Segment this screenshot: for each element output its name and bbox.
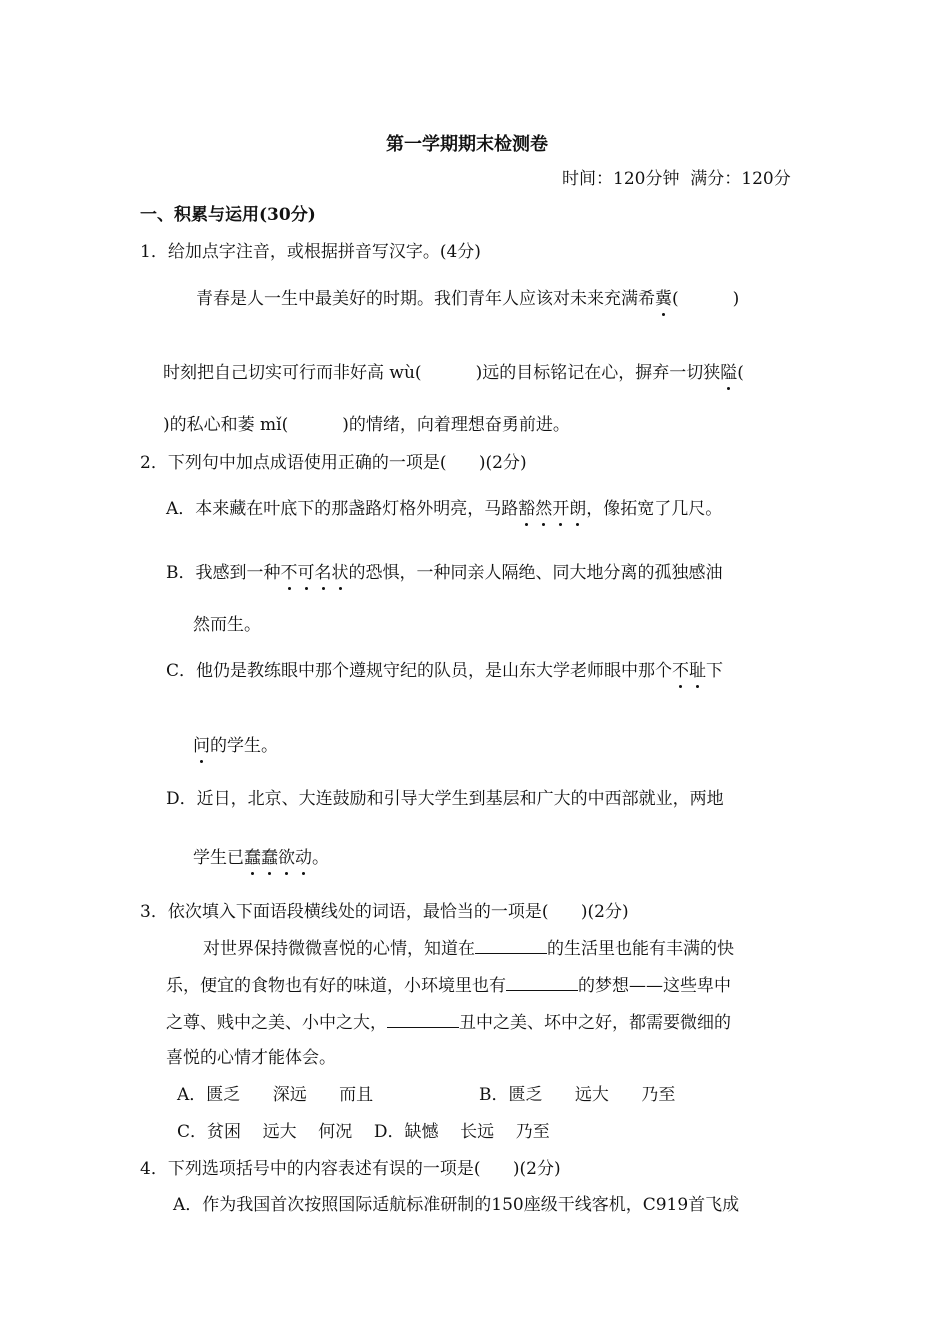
q1-stem: 1．给加点字注音，或根据拼音写汉字。(4分) xyxy=(140,242,481,262)
dotted-char: 不 xyxy=(672,661,690,681)
dotted-char: 耻 xyxy=(689,661,707,681)
dotted-char: 状 xyxy=(331,563,349,583)
q4-option-a: A．作为我国首次按照国际适航标准研制的150座级干线客机，C919首飞成 xyxy=(173,1195,740,1215)
dotted-char: 问 xyxy=(193,736,210,756)
passage-text: 的生活里也能有丰满的快 xyxy=(547,939,734,959)
dotted-char: 蠢 xyxy=(261,848,278,868)
passage-text: 的梦想——这些卑中 xyxy=(578,976,731,996)
q2-option-b-cont: 然而生。 xyxy=(193,615,261,635)
option-text: 的恐惧，一种同亲人隔绝、同大地分离的孤独感油 xyxy=(348,563,723,583)
option-text: B．我感到一种 xyxy=(166,563,281,583)
option-text: 。 xyxy=(312,848,329,868)
q3-options-c-d: C．贫困 远大 何况 D．缺憾 长远 乃至 xyxy=(177,1122,550,1142)
q1-passage-line3: )的私心和萎 mǐ( )的情绪，向着理想奋勇前进。 xyxy=(163,415,570,435)
q3-passage-line2 xyxy=(166,973,731,998)
q1-blank: ( ) xyxy=(672,289,740,309)
option-text: A．本来藏在叶底下的那盏路灯格外明亮，马路 xyxy=(166,499,519,519)
dotted-char: 蠢 xyxy=(244,848,261,868)
dotted-char: 名 xyxy=(314,563,332,583)
q2-option-b xyxy=(166,561,723,585)
dotted-char: 隘 xyxy=(720,363,738,383)
q2-option-c xyxy=(166,659,723,683)
dotted-char: 冀 xyxy=(655,289,672,309)
q3-passage-line1 xyxy=(203,936,734,961)
fill-blank xyxy=(506,973,578,991)
q2-option-c-cont xyxy=(193,734,278,758)
page-title: 第一学期期末检测卷 xyxy=(386,134,548,155)
q2-stem: 2．下列句中加点成语使用正确的一项是( )(2分) xyxy=(140,453,527,473)
option-text: C．他仍是教练眼中那个遵规守纪的队员，是山东大学老师眼中那个 xyxy=(166,661,673,681)
q1-blank: ( xyxy=(737,363,744,383)
q2-option-d-cont xyxy=(193,846,329,870)
dotted-char: 朗 xyxy=(569,499,587,519)
fill-blank xyxy=(387,1010,459,1028)
dotted-char: 可 xyxy=(297,563,315,583)
option-text: 的学生。 xyxy=(210,736,278,756)
passage-text: 乐，便宜的食物也有好的味道，小环境里也有 xyxy=(166,976,506,996)
passage-text: 丑中之美、坏中之好，都需要微细的 xyxy=(459,1013,731,1033)
q3-passage-line4: 喜悦的心情才能体会。 xyxy=(166,1048,336,1068)
q3-option-a: A．匮乏 深远 而且 xyxy=(177,1085,374,1105)
q1-text: 青春是人一生中最美好的时期。我们青年人应该对未来充满希 xyxy=(196,289,655,309)
section-heading: 一、积累与运用(30分) xyxy=(140,205,316,225)
dotted-char: 然 xyxy=(535,499,553,519)
q1-text: 时刻把自己切实可行而非好高 wù( )远的目标铭记在心，摒弃一切狭 xyxy=(163,363,721,383)
q1-passage-line1 xyxy=(196,287,739,311)
option-text: 学生已 xyxy=(193,848,244,868)
q2-option-a xyxy=(166,497,722,521)
dotted-char: 不 xyxy=(280,563,298,583)
passage-text: 对世界保持微微喜悦的心情，知道在 xyxy=(203,939,475,959)
option-text: ，像拓宽了几尺。 xyxy=(586,499,723,519)
dotted-char: 欲 xyxy=(278,848,295,868)
dotted-char: 开 xyxy=(552,499,570,519)
passage-text: 之尊、贱中之美、小中之大， xyxy=(166,1013,387,1033)
q2-option-d: D．近日，北京、大连鼓励和引导大学生到基层和广大的中西部就业，两地 xyxy=(166,789,724,809)
fill-blank xyxy=(475,936,547,954)
dotted-char: 豁 xyxy=(518,499,536,519)
exam-meta: 时间：120分钟 满分：120分 xyxy=(562,169,791,189)
q3-passage-line3 xyxy=(166,1010,731,1035)
option-text: 下 xyxy=(706,661,724,681)
dotted-char: 动 xyxy=(295,848,312,868)
q1-passage-line2 xyxy=(163,361,744,385)
q3-option-b: B．匮乏 远大 乃至 xyxy=(479,1085,676,1105)
q3-stem: 3．依次填入下面语段横线处的词语，最恰当的一项是( )(2分) xyxy=(140,902,629,922)
q4-stem: 4．下列选项括号中的内容表述有误的一项是( )(2分) xyxy=(140,1159,561,1179)
